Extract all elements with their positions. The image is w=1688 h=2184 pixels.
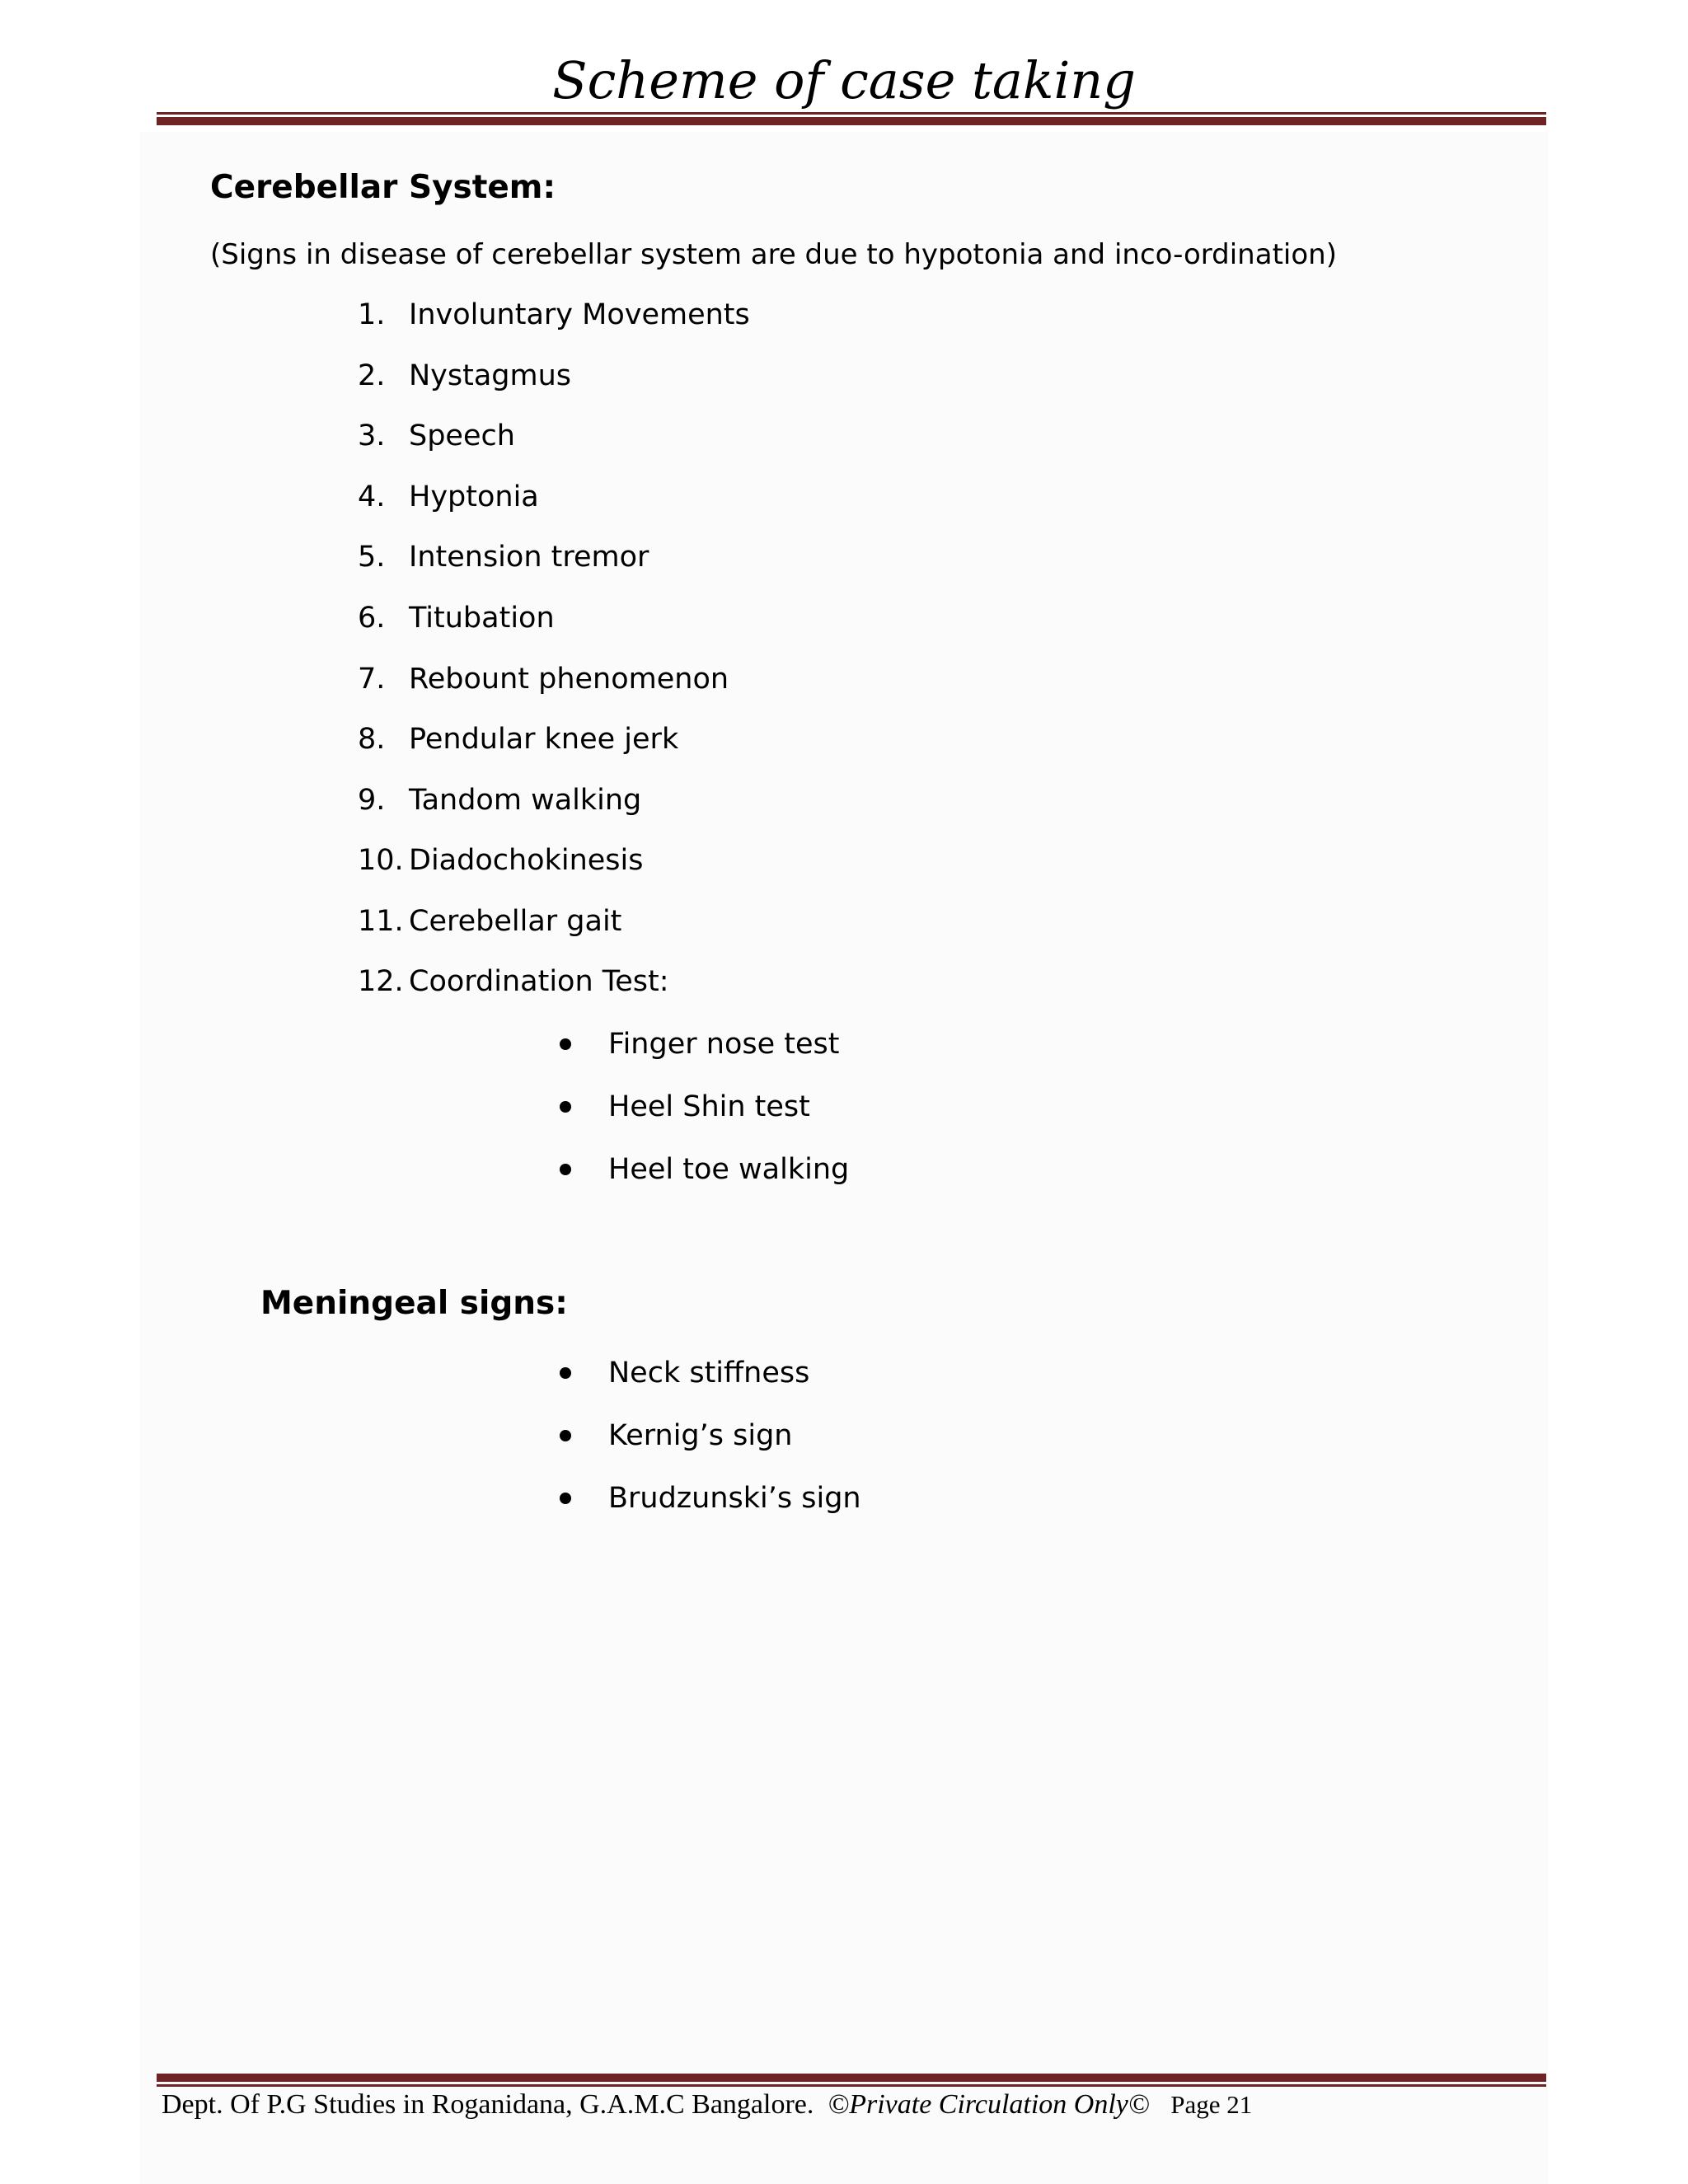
bullet-icon xyxy=(560,1367,571,1379)
bullet-icon xyxy=(560,1430,571,1441)
header-rule-thin xyxy=(157,112,1546,115)
list-item-text: Nystagmus xyxy=(409,359,572,392)
list-item-number: 10. xyxy=(358,844,404,877)
bullet-item-text: Heel toe walking xyxy=(608,1153,850,1186)
cerebellar-heading: Cerebellar System: xyxy=(210,169,556,206)
bullet-icon xyxy=(560,1038,571,1050)
list-item-text: Rebount phenomenon xyxy=(409,663,729,696)
footer-department: Dept. Of P.G Studies in Roganidana, G.A.M.C Bangalore. xyxy=(162,2089,814,2120)
list-item-number: 3. xyxy=(358,419,386,452)
list-item-text: Titubation xyxy=(409,602,555,635)
list-item-number: 1. xyxy=(358,298,386,331)
list-item-number: 6. xyxy=(358,602,386,635)
footer-rule-thick xyxy=(157,2074,1546,2082)
page-header-title: Scheme of case taking xyxy=(552,50,1136,110)
list-item-text: Involuntary Movements xyxy=(409,298,750,331)
list-item-text: Speech xyxy=(409,419,515,452)
list-item-text: Cerebellar gait xyxy=(409,905,622,938)
list-item-text: Pendular knee jerk xyxy=(409,723,679,756)
bullet-icon xyxy=(560,1164,571,1175)
header-rule-thick xyxy=(157,117,1546,125)
list-item-text: Diadochokinesis xyxy=(409,844,644,877)
list-item-text: Intension tremor xyxy=(409,541,649,574)
bullet-item-text: Finger nose test xyxy=(608,1028,840,1061)
list-item-number: 8. xyxy=(358,723,386,756)
list-item-number: 5. xyxy=(358,541,386,574)
list-item-text: Hyptonia xyxy=(409,480,539,513)
footer-private-notice: ©Private Circulation Only© xyxy=(828,2089,1150,2120)
bullet-icon xyxy=(560,1493,571,1504)
cerebellar-intro: (Signs in disease of cerebellar system are due to hypotonia and inco-ordination) xyxy=(210,238,1337,271)
list-item-number: 12. xyxy=(358,965,404,998)
bullet-item-text: Brudzunski’s sign xyxy=(608,1482,861,1515)
list-item-number: 4. xyxy=(358,480,386,513)
footer-page-number: Page 21 xyxy=(1170,2090,1253,2119)
list-item-number: 7. xyxy=(358,663,386,696)
meningeal-heading: Meningeal signs: xyxy=(260,1285,568,1322)
list-item-text: Coordination Test: xyxy=(409,965,669,998)
bullet-item-text: Kernig’s sign xyxy=(608,1419,793,1452)
bullet-item-text: Heel Shin test xyxy=(608,1090,810,1123)
list-item-number: 2. xyxy=(358,359,386,392)
bullet-item-text: Neck stiffness xyxy=(608,1357,810,1390)
page-footer xyxy=(162,2085,1252,2125)
bullet-icon xyxy=(560,1101,571,1113)
list-item-number: 9. xyxy=(358,784,386,817)
list-item-number: 11. xyxy=(358,905,404,938)
list-item-text: Tandom walking xyxy=(409,784,642,817)
